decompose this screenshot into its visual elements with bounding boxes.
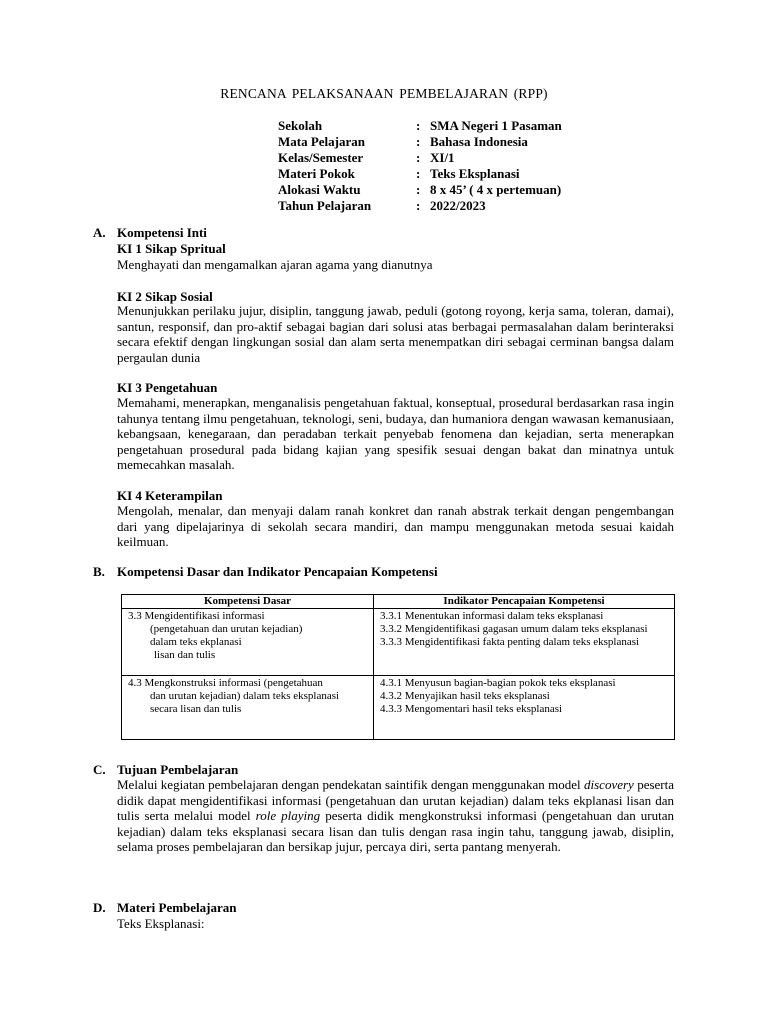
section-letter: C. <box>93 762 106 777</box>
table-row <box>122 676 675 740</box>
col-header-kd: Kompetensi Dasar <box>122 595 374 609</box>
ki1-heading: KI 1 Sikap Spritual <box>117 241 226 256</box>
objective-text-part: peserta didik dapat mengidentifikasi informasi (pengetahuan dan urutan kejadian) dalam teks ekplanasi lisan dan tulis serta melalui model <box>117 777 674 823</box>
kd-line: 4.3 Mengkonstruksi informasi (pengetahuan <box>128 677 323 689</box>
info-separator: : <box>416 182 421 197</box>
info-block <box>278 118 562 214</box>
indicator-cell <box>374 609 675 676</box>
materi-text: Teks Eksplanasi: <box>117 916 205 931</box>
objective-emphasis: discovery <box>584 777 634 792</box>
info-row-tahun <box>278 198 562 214</box>
ki4-text: Mengolah, menalar, dan menyaji dalam ranah konkret dan ranah abstrak terkait dengan pengembangan dari yang dipelajarinya di sekolah secara mandiri, dan mampu menggunakan metoda sesuai kaidah keilmuan. <box>117 503 674 549</box>
section-title: Materi Pembelajaran <box>117 900 237 915</box>
info-value: Bahasa Indonesia <box>430 134 528 149</box>
info-label: Materi Pokok <box>278 166 355 181</box>
info-value: 2022/2023 <box>430 198 486 213</box>
kd-cell <box>122 676 374 740</box>
ki3-heading: KI 3 Pengetahuan <box>117 380 218 395</box>
section-a-heading <box>93 225 207 241</box>
section-title: Tujuan Pembelajaran <box>117 762 239 777</box>
indicator-item: 3.3.3 Mengidentifikasi fakta penting dalam teks eksplanasi <box>380 636 640 648</box>
info-row-mapel <box>278 134 562 150</box>
kd-line: (pengetahuan dan urutan kejadian) <box>150 623 303 635</box>
table-header-row <box>122 595 675 609</box>
info-row-kelas <box>278 150 562 166</box>
competency-table <box>121 594 675 740</box>
info-value: Teks Eksplanasi <box>430 166 520 181</box>
section-letter: A. <box>93 225 106 240</box>
indicator-item: 4.3.3 Mengomentari hasil teks eksplanasi <box>380 703 563 715</box>
info-label: Mata Pelajaran <box>278 134 366 149</box>
objective-emphasis: role playing <box>255 808 321 823</box>
info-value: 8 x 45’ ( 4 x pertemuan) <box>430 182 562 197</box>
indicator-cell <box>374 676 675 740</box>
kd-line: 3.3 Mengidentifikasi informasi <box>128 610 265 622</box>
info-row-materi <box>278 166 562 182</box>
ki2-heading: KI 2 Sikap Sosial <box>117 289 213 304</box>
kd-line: lisan dan tulis <box>154 649 216 661</box>
kd-cell <box>122 609 374 676</box>
info-label: Tahun Pelajaran <box>278 198 372 213</box>
objective-text <box>117 777 674 855</box>
document-title: RENCANA PELAKSANAAN PEMBELAJARAN (RPP) <box>220 86 548 101</box>
section-d-heading <box>93 900 236 916</box>
objective-text-part: Melalui kegiatan pembelajaran dengan pendekatan saintifik dengan menggunakan model <box>117 777 585 792</box>
section-title: Kompetensi Inti <box>117 225 207 240</box>
info-value: SMA Negeri 1 Pasaman <box>430 118 562 133</box>
indicator-item: 4.3.2 Menyajikan hasil teks eksplanasi <box>380 690 550 702</box>
indicator-item: 3.3.1 Menentukan informasi dalam teks eksplanasi <box>380 610 604 622</box>
indicator-item: 3.3.2 Mengidentifikasi gagasan umum dalam teks eksplanasi <box>380 623 648 635</box>
ki3-text: Memahami, menerapkan, menganalisis pengetahuan faktual, konseptual, prosedural berdasarkan rasa ingin tahunya tentang ilmu pengetahuan, teknologi, seni, budaya, dan humaniora dengan wawasan kemanusiaan, kebangsaan, kenegaraan, dan peradaban terkait penyebab fenomena dan kejadian, serta menerapkan pengetahuan prosedural pada bidang kajian yang spesifik sesuai dengan bakat dan minatnya untuk memecahkan masalah. <box>117 395 674 472</box>
info-label: Alokasi Waktu <box>278 182 361 197</box>
info-row-sekolah <box>278 118 562 134</box>
info-label: Kelas/Semester <box>278 150 364 165</box>
info-separator: : <box>416 150 421 165</box>
section-c-heading <box>93 762 238 778</box>
table-row <box>122 609 675 676</box>
info-separator: : <box>416 118 421 133</box>
objective-text-part: peserta didik mengkonstruksi informasi (pengetahuan dan urutan kejadian) dalam teks eksplanasi secara lisan dan tulis dengan rasa ingin tahu, tanggung jawab, disiplin, selama proses pembelajaran dan bersikap jujur, percaya diri, serta pantang menyerah. <box>117 808 674 854</box>
section-letter: D. <box>93 900 106 915</box>
info-row-alokasi <box>278 182 562 198</box>
section-letter: B. <box>93 564 105 579</box>
kd-line: dalam teks ekplanasi <box>150 636 242 648</box>
col-header-indikator: Indikator Pencapaian Kompetensi <box>374 595 675 609</box>
section-title: Kompetensi Dasar dan Indikator Pencapaian Kompetensi <box>117 564 438 579</box>
kd-line: secara lisan dan tulis <box>150 703 242 715</box>
indicator-item: 4.3.1 Menyusun bagian-bagian pokok teks eksplanasi <box>380 677 616 689</box>
info-label: Sekolah <box>278 118 323 133</box>
info-value: XI/1 <box>430 150 455 165</box>
kd-line: dan urutan kejadian) dalam teks eksplanasi <box>150 690 340 702</box>
section-b-heading <box>93 564 438 580</box>
info-separator: : <box>416 134 421 149</box>
ki1-text: Menghayati dan mengamalkan ajaran agama yang dianutnya <box>117 257 433 272</box>
info-separator: : <box>416 198 421 213</box>
ki2-text: Menunjukkan perilaku jujur, disiplin, tanggung jawab, peduli (gotong royong, kerja sama, toleran, damai), santun, responsif, dan pro-aktif sebagai bagian dari solusi atas berbagai permasalahan dalam berinteraksi secara efektif dengan lingkungan sosial dan alam serta menempatkan diri sebagai cerminan bangsa dalam pergaulan dunia <box>117 303 674 365</box>
ki4-heading: KI 4 Keterampilan <box>117 488 223 503</box>
info-separator: : <box>416 166 421 181</box>
